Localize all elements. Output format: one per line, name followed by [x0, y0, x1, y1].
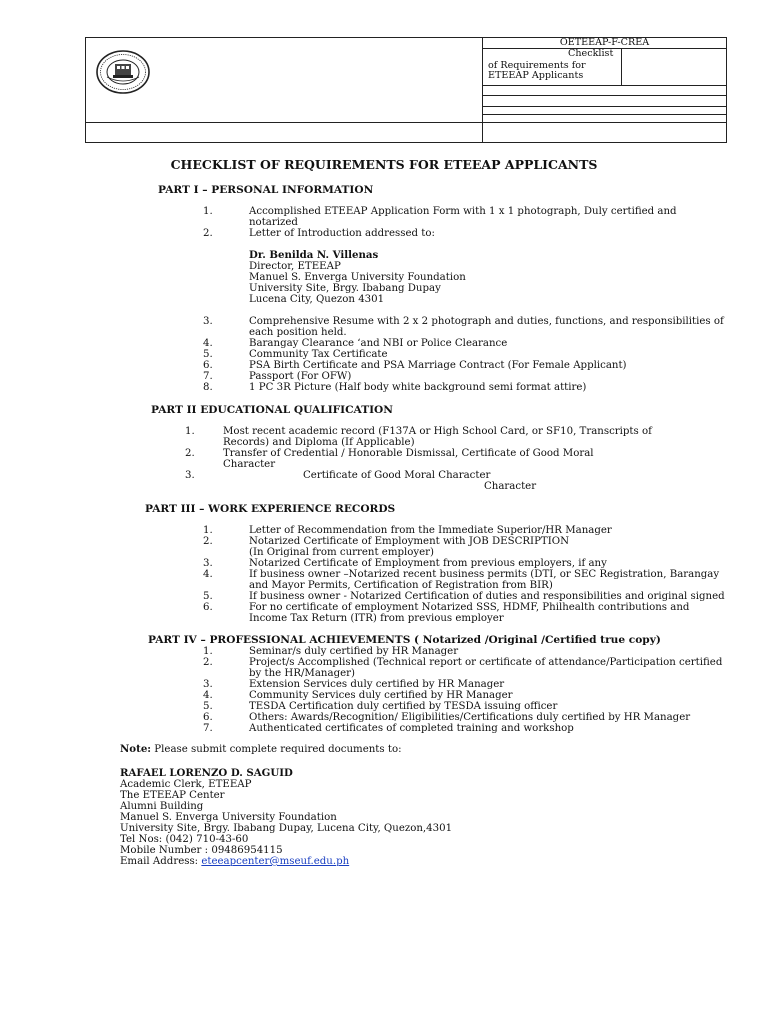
- list-item: Letter of Recommendation from the Immediate Superior/HR Manager: [249, 525, 612, 536]
- list-number: 2.: [203, 536, 213, 547]
- contact-line: Manuel S. Enverga University Foundation: [120, 812, 337, 823]
- list-number: 5.: [203, 349, 213, 360]
- list-number: 7.: [203, 723, 213, 734]
- list-number: 3.: [203, 679, 213, 690]
- list-number: 1.: [203, 525, 213, 536]
- list-item: PSA Birth Certificate and PSA Marriage Contract (For Female Applicant): [249, 360, 627, 371]
- list-number: 3.: [203, 316, 213, 327]
- list-number: 8.: [203, 382, 213, 393]
- addressee-line: Manuel S. Enverga University Foundation: [249, 272, 466, 283]
- part2-heading: PART II EDUCATIONAL QUALIFICATION: [151, 404, 393, 416]
- list-item: (In Original from current employer): [249, 547, 435, 558]
- list-item: If business owner –Notarized recent business permits (DTI, or SEC Registration, Barangay: [249, 569, 720, 580]
- list-item: Letter of Introduction addressed to:: [249, 228, 435, 239]
- list-item: Certificate of Good Moral Character: [303, 470, 491, 481]
- list-item: Notarized Certificate of Employment from previous employers, if any: [249, 558, 607, 569]
- university-seal-logo: [95, 49, 151, 99]
- addressee-line: Lucena City, Quezon 4301: [249, 294, 385, 305]
- addressee-name: Dr. Benilda N. Villenas: [249, 249, 379, 261]
- header-divider: [482, 38, 483, 142]
- part1-heading: PART I – PERSONAL INFORMATION: [158, 184, 374, 196]
- list-item: For no certificate of employment Notarized SSS, HDMF, Philhealth contributions and: [249, 602, 690, 613]
- note: [120, 744, 402, 755]
- list-item: Transfer of Credential / Honorable Dismissal, Certificate of Good Moral: [223, 448, 594, 459]
- list-number: 4.: [203, 338, 213, 349]
- contact-email-row: [120, 856, 349, 867]
- list-number: 1.: [185, 426, 195, 437]
- page-title: CHECKLIST OF REQUIREMENTS FOR ETEEAP APPLICANTS: [170, 157, 598, 172]
- list-item: Income Tax Return (ITR) from previous employer: [249, 613, 504, 624]
- contact-line: University Site, Brgy. Ibabang Dupay, Lucena City, Quezon,4301: [120, 823, 453, 834]
- list-number: 4.: [203, 569, 213, 580]
- list-item: notarized: [249, 217, 298, 228]
- list-item: Others: Awards/Recognition/ Eligibilities/Certifications duly certified by HR Manager: [249, 712, 691, 723]
- list-item: Most recent academic record (F137A or High School Card, or SF10, Transcripts of: [223, 426, 652, 437]
- list-number: 3.: [203, 558, 213, 569]
- list-number: 1.: [203, 206, 213, 217]
- list-item: Character: [484, 481, 537, 492]
- list-number: 7.: [203, 371, 213, 382]
- doc-title-line: Checklist: [568, 48, 614, 59]
- list-item: Records) and Diploma (If Applicable): [223, 437, 415, 448]
- list-item: Extension Services duly certified by HR Manager: [249, 679, 505, 690]
- list-number: 2.: [203, 657, 213, 668]
- form-code: OETEEAP-F-CREA: [559, 37, 650, 48]
- list-number: 2.: [185, 448, 195, 459]
- list-item: Community Services duly certified by HR Manager: [249, 690, 513, 701]
- header-rule: [482, 85, 726, 86]
- contact-line: Tel Nos: (042) 710-43-60: [120, 834, 249, 845]
- addressee-line: Director, ETEEAP: [249, 261, 341, 272]
- list-number: 5.: [203, 591, 213, 602]
- list-number: 4.: [203, 690, 213, 701]
- list-item: Barangay Clearance ‘and NBI or Police Clearance: [249, 338, 508, 349]
- list-item: Character: [223, 459, 276, 470]
- email-link[interactable]: eteeapcenter@mseuf.edu.ph: [201, 856, 350, 867]
- list-item: and Mayor Permits, Certification of Registration from BIR): [249, 580, 553, 591]
- list-item: Authenticated certificates of completed training and workshop: [249, 723, 574, 734]
- header-divider: [621, 48, 622, 85]
- list-item: Accomplished ETEEAP Application Form with 1 x 1 photograph, Duly certified and: [249, 206, 677, 217]
- header-rule: [86, 122, 726, 123]
- list-item: If business owner - Notarized Certification of duties and responsibilities and original signed: [249, 591, 725, 602]
- email-label: Email Address:: [120, 856, 202, 867]
- list-item: Comprehensive Resume with 2 x 2 photograph and duties, functions, and responsibilities of: [249, 316, 724, 327]
- list-item: Passport (For OFW): [249, 371, 352, 382]
- note-label: Note:: [120, 743, 152, 755]
- doc-title-line: of Requirements for: [488, 60, 586, 71]
- contact-line: The ETEEAP Center: [120, 790, 225, 801]
- doc-title-line: ETEEAP Applicants: [488, 70, 584, 81]
- header-rule: [482, 106, 726, 107]
- list-item: Community Tax Certificate: [249, 349, 388, 360]
- document-header-table: [85, 37, 727, 143]
- list-item: each position held.: [249, 327, 347, 338]
- list-number: 6.: [203, 712, 213, 723]
- header-rule: [482, 95, 726, 96]
- list-number: 5.: [203, 701, 213, 712]
- addressee-line: University Site, Brgy. Ibabang Dupay: [249, 283, 441, 294]
- list-item: TESDA Certification duly certified by TESDA issuing officer: [249, 701, 558, 712]
- contact-line: Alumni Building: [120, 801, 204, 812]
- list-number: 1.: [203, 646, 213, 657]
- list-number: 6.: [203, 360, 213, 371]
- list-number: 6.: [203, 602, 213, 613]
- contact-name: RAFAEL LORENZO D. SAGUID: [120, 767, 293, 779]
- note-text: Please submit complete required documents to:: [151, 744, 402, 755]
- part3-heading: PART III – WORK EXPERIENCE RECORDS: [145, 503, 396, 515]
- list-item: Seminar/s duly certified by HR Manager: [249, 646, 459, 657]
- list-item: 1 PC 3R Picture (Half body white background semi format attire): [249, 382, 587, 393]
- list-number: 3.: [185, 470, 195, 481]
- list-number: 2.: [203, 228, 213, 239]
- part4-heading: PART IV – PROFESSIONAL ACHIEVEMENTS ( Notarized /Original /Certified true copy): [148, 634, 661, 646]
- list-item: Project/s Accomplished (Technical report or certificate of attendance/Participation certified: [249, 657, 723, 668]
- header-rule: [482, 114, 726, 115]
- list-item: Notarized Certificate of Employment with JOB DESCRIPTION: [249, 536, 570, 547]
- list-item: by the HR/Manager): [249, 668, 355, 679]
- contact-line: Mobile Number : 09486954115: [120, 845, 283, 856]
- contact-line: Academic Clerk, ETEEAP: [120, 779, 252, 790]
